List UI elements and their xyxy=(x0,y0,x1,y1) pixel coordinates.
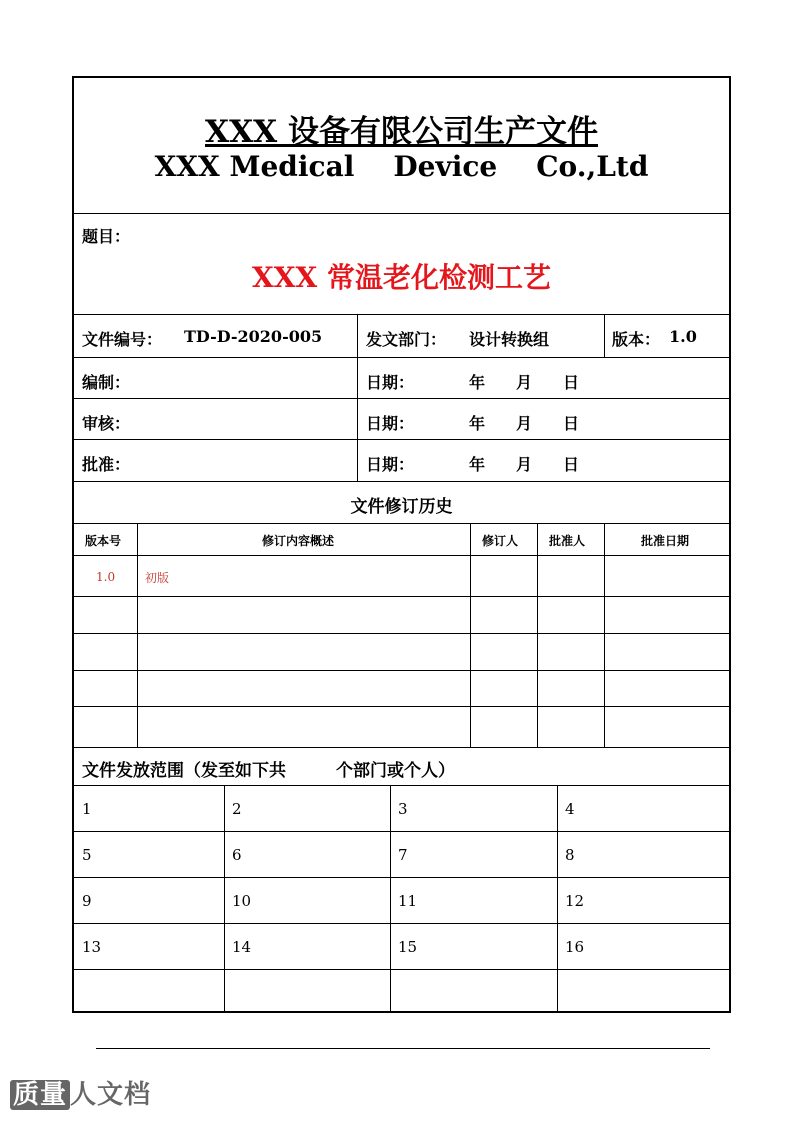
distribution-cell: 5 xyxy=(82,846,92,864)
footer-divider xyxy=(96,1048,710,1049)
doc-info-row xyxy=(74,315,729,358)
document-frame xyxy=(72,76,731,1013)
history-header-approver: 批准人 xyxy=(549,534,586,548)
doc-number-label: 文件编号： xyxy=(82,330,163,349)
distribution-row xyxy=(74,786,729,832)
distribution-cell: 3 xyxy=(398,800,408,818)
distribution-row xyxy=(74,924,729,970)
distribution-row xyxy=(74,832,729,878)
date-label: 日期： xyxy=(366,414,415,433)
history-desc-cell: 初版 xyxy=(145,571,170,585)
history-row xyxy=(74,597,729,634)
month-label: 月 xyxy=(516,414,533,433)
company-title-en xyxy=(74,150,729,183)
distribution-title-part-1: 文件发放范围（发至如下共 xyxy=(82,761,286,781)
approved-label: 批准： xyxy=(82,455,131,474)
signoff-row-approved xyxy=(74,440,729,482)
history-version-cell: 1.0 xyxy=(96,570,116,584)
subject-section xyxy=(74,214,729,315)
doc-number-value: TD-D-2020-005 xyxy=(184,327,323,346)
version-value: 1.0 xyxy=(669,327,697,346)
history-header-version: 版本号 xyxy=(85,534,122,548)
distribution-row xyxy=(74,878,729,924)
watermark-brand-b: 人文档 xyxy=(70,1080,152,1110)
year-label: 年 xyxy=(469,373,486,392)
distribution-cell: 7 xyxy=(398,846,408,864)
day-label: 日 xyxy=(563,414,580,433)
distribution-cell: 1 xyxy=(82,800,92,818)
reviewed-label: 审核： xyxy=(82,414,131,433)
subject-title: XXX 常温老化检测工艺 xyxy=(252,261,551,294)
history-header-row xyxy=(74,524,729,556)
distribution-cell: 13 xyxy=(82,938,102,956)
history-row xyxy=(74,556,729,597)
distribution-title-row xyxy=(74,748,729,786)
distribution-cell: 14 xyxy=(232,938,252,956)
history-row xyxy=(74,634,729,671)
distribution-cell: 11 xyxy=(398,892,418,910)
history-header-date: 批准日期 xyxy=(641,534,690,548)
header-section xyxy=(74,78,729,214)
title-en-part-3: Co.,Ltd xyxy=(536,150,649,183)
history-title: 文件修订历史 xyxy=(350,497,453,517)
subject-label: 题目： xyxy=(82,227,131,246)
date-label: 日期： xyxy=(366,455,415,474)
history-title-row xyxy=(74,482,729,524)
distribution-cell: 15 xyxy=(398,938,418,956)
company-title-cn: XXX 设备有限公司生产文件 xyxy=(205,114,598,150)
history-row xyxy=(74,707,729,748)
distribution-cell: 6 xyxy=(232,846,242,864)
year-label: 年 xyxy=(469,414,486,433)
watermark-logo xyxy=(10,1074,151,1111)
signoff-row-reviewed xyxy=(74,399,729,440)
history-header-desc: 修订内容概述 xyxy=(262,534,335,548)
watermark-brand-a: 质量 xyxy=(10,1080,70,1110)
year-label: 年 xyxy=(469,455,486,474)
day-label: 日 xyxy=(563,455,580,474)
title-en-part-1: XXX Medical xyxy=(154,150,355,183)
dept-label: 发文部门： xyxy=(366,330,447,349)
distribution-cell: 9 xyxy=(82,892,92,910)
date-label: 日期： xyxy=(366,373,415,392)
distribution-cell: 4 xyxy=(565,800,575,818)
day-label: 日 xyxy=(563,373,580,392)
version-label: 版本： xyxy=(612,330,661,349)
title-en-part-2: Device xyxy=(393,150,498,183)
distribution-cell: 12 xyxy=(565,892,585,910)
distribution-title-part-2: 个部门或个人） xyxy=(336,761,455,781)
month-label: 月 xyxy=(516,373,533,392)
signoff-row-prepared xyxy=(74,358,729,399)
distribution-row xyxy=(74,970,729,1011)
distribution-cell: 2 xyxy=(232,800,242,818)
month-label: 月 xyxy=(516,455,533,474)
history-header-reviser: 修订人 xyxy=(482,534,519,548)
distribution-cell: 16 xyxy=(565,938,585,956)
distribution-cell: 10 xyxy=(232,892,252,910)
history-row xyxy=(74,671,729,707)
dept-value: 设计转换组 xyxy=(469,330,550,349)
prepared-label: 编制： xyxy=(82,373,131,392)
distribution-title xyxy=(82,756,455,781)
distribution-cell: 8 xyxy=(565,846,575,864)
